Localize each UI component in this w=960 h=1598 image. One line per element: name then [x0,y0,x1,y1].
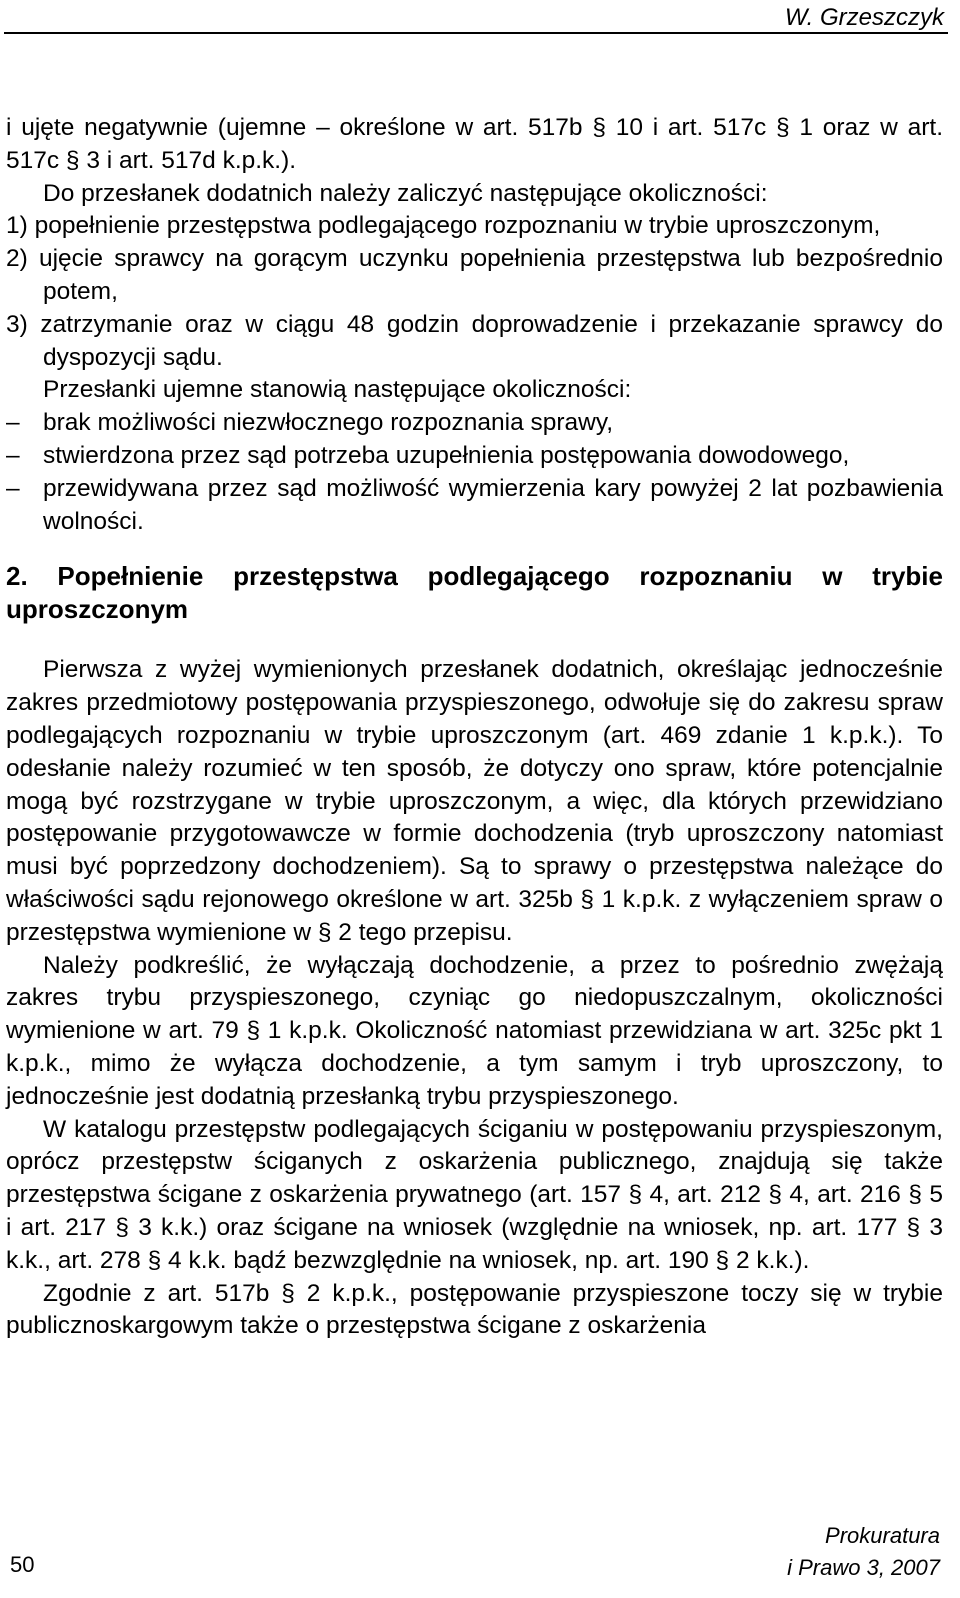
list-item-positive-1: 1) popełnienie przestępstwa podlegającego rozpoznaniu w trybie uproszczonym, [6,212,881,240]
dash-bullet: – [6,474,20,502]
list-item-text: brak możliwości niezwłocznego rozpoznania sprawy, [43,409,614,437]
paragraph-1: Pierwsza z wyżej wymienionych przesłanek dodatnich, określając jednocześnie zakres przedmiotowy postępowania przyspieszonego, odwołuje się do zakresu spraw podlegających rozpoznaniu w trybie uproszczonym (art. 469 zdanie 1 k.p.k.). To odesłanie należy rozumieć w ten sposób, że dotyczy ono spraw, które potencjalnie mogą być rozstrzygane w trybie uproszczonym, a więc, dla których przewidziano postępowanie przygotowawcze w formie dochodzenia (tryb uproszczony natomiast musi być poprzedzony dochodzeniem). Są to sprawy o przestępstwa należące do właściwości sądu rejonowego określone w art. 325b § 1 k.p.k. z wyłączeniem spraw o przestępstwa wymienione w § 2 tego przepisu. [6,656,943,946]
paragraph-2: Należy podkreślić, że wyłączają dochodzenie, a przez to pośrednio zwężają zakres trybu przyspieszonego, czyniąc go niedopuszczalnym, okoliczności wymienione w art. 79 § 1 k.p.k. Okoliczność natomiast przewidziana w art. 325c pkt 1 k.p.k., mimo że wyłącza dochodzenie, a tym samym i tryb uproszczony, to jednocześnie jest dodatnią przesłanką trybu przyspieszonego. [6,951,943,1110]
paragraph-continuation: i ujęte negatywnie (ujemne – określone w art. 517b § 10 i art. 517c § 1 oraz w art. 517c § 3 i art. 517d k.p.k.). [6,114,943,174]
journal-title: Prokuratura [825,1523,940,1548]
list-item-negative-2 [6,440,943,473]
page-body [6,112,943,1343]
section-heading: 2. Popełnienie przestępstwa podlegającego rozpoznaniu w trybie uproszczonym [6,561,943,625]
list-item-negative-3 [6,473,943,539]
list-item-text: stwierdzona przez sąd potrzeba uzupełnienia postępowania dowodowego, [43,441,850,469]
paragraph-positive-intro: Do przesłanek dodatnich należy zaliczyć następujące okoliczności: [43,179,768,207]
running-header-author: W. Grzeszczyk [784,4,944,31]
dash-bullet: – [6,441,20,469]
header-divider [4,32,948,34]
list-item-positive-3: 3) zatrzymanie oraz w ciągu 48 godzin doprowadzenie i przekazanie sprawcy do dyspozycji sądu. [6,310,943,371]
paragraph-4: Zgodnie z art. 517b § 2 k.p.k., postępowanie przyspieszone toczy się w trybie publicznoskargowym także o przestępstwa ścigane z oskarżenia [6,1279,943,1340]
dash-bullet: – [6,409,20,437]
list-item-negative-1 [6,407,943,440]
journal-issue: i Prawo 3, 2007 [787,1555,940,1580]
journal-footer [787,1520,940,1584]
paragraph-negative-intro: Przesłanki ujemne stanowią następujące okoliczności: [43,376,632,404]
page-number: 50 [10,1552,35,1577]
list-item-positive-2: 2) ujęcie sprawcy na gorącym uczynku popełnienia przestępstwa lub bezpośrednio potem, [6,245,943,305]
list-item-text: przewidywana przez sąd możliwość wymierzenia kary powyżej 2 lat pozbawienia wolności. [43,474,943,535]
paragraph-3: W katalogu przestępstw podlegających ściganiu w postępowaniu przyspieszonym, oprócz przestępstw ściganych z oskarżenia publicznego, znajdują się także przestępstwa ścigane z oskarżenia prywatnego (art. 157 § 4, art. 212 § 4, art. 216 § 5 i art. 217 § 3 k.k.) oraz ścigane na wniosek (względnie na wniosek, np. art. 177 § 3 k.k., art. 278 § 4 k.k. bądź bezwzględnie na wniosek, np. art. 190 § 2 k.k.). [6,1115,943,1274]
